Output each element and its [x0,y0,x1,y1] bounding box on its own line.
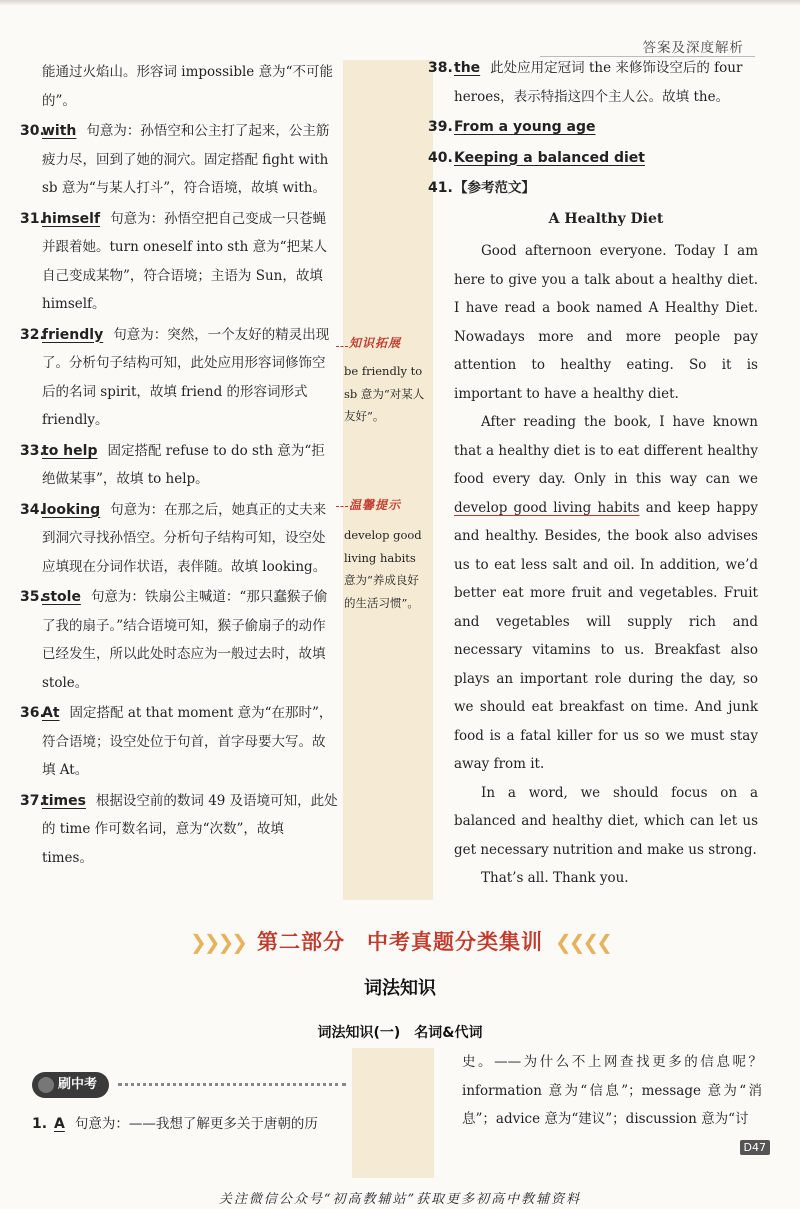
answer-item-34: 34. looking 句意为：在那之后，她真正的丈夫来到洞穴寻找孙悟空。分析句子结构可知，设空处应填现在分词作状语，表伴随。故填 looking。 [20,501,327,575]
right-column [428,54,758,893]
answer-item-1: 1. A 句意为：——我想了解更多关于唐朝的历 [32,1116,318,1132]
essay-paragraph-1: Good afternoon everyone. Today I am here to give you a talk about a healthy diet. I have read a book named A Healthy Diet. Nowadays more and more people pay attention to healthy eating. So it is important to have a healthy diet. [454,243,758,402]
chevron-right-icon: ❯❯❯❯ [189,930,245,954]
essay-paragraph-2: After reading the book, I have known that a healthy diet is to eat different healthy food every day. Only in this way can we develop good living habits and keep happy and healthy. Besides, the book also advises us to eat less salt and oil. In addition, we’d better eat more fruit and vegetables. Fruit and vegetables will supply rich and necessary vitamins to us. Breakfast also plays an important role during the day, so we should eat breakfast on time. And junk food is a fatal killer for us so we must stay away from it. [454,414,758,772]
part-title: 第二部分 中考真题分类集训 [257,930,543,954]
answer-word: friendly [42,326,104,343]
note-pointer [336,346,348,347]
page-top-shadow [0,0,800,6]
answer-item-39: 39. From a young age [428,119,596,135]
answer-item-40: 40. Keeping a balanced diet [428,149,645,166]
practice-badge: 刷中考 [32,1072,109,1098]
essay-paragraph-4: That’s all. Thank you. [481,870,629,886]
answer-word: looking [42,501,101,518]
pencil-icon [38,1077,54,1093]
left-column [20,58,338,874]
margin-notes-bar-bottom [352,1048,434,1178]
note-pointer [336,506,348,507]
section-title: 词法知识 [364,978,436,999]
essay-title: A Healthy Diet [548,210,664,227]
model-essay [428,205,758,893]
side-note-knowledge: be friendly to sb 意为“对某人友好”。 [344,364,425,423]
answer-word: Keeping a balanced diet [454,149,645,166]
margin-notes-bar [343,60,433,900]
answer-item-35: 35. stole 句意为：铁扇公主喊道：“那只蠢猴子偷了我的扇子。”结合语境可知，猴子偷扇子的动作已经发生，所以此处时态应为一般过去时，故填 stole。 [20,589,328,691]
answer-item-1-continued: 史。——为什么不上网查找更多的信息呢？information 意为“信息”；message 意为“消息”；advice 意为“建议”；discussion 意为“讨 [462,1054,762,1127]
highlighted-phrase: develop good living habits [454,499,640,516]
answer-item-31: 31. himself 句意为：孙悟空把自己变成一只苍蝇并跟着她。turn oneself into sth 意为“把某人自己变成某物”，符合语境；主语为 Sun，故填 himself。 [20,210,327,312]
answer-item-30: 30. with 句意为：孙悟空和公主打了起来，公主筋疲力尽，回到了她的洞穴。固定搭配 fight with sb 意为“与某人打斗”，符合语境，故填 with。 [20,123,330,196]
answer-item-37: 37. times 根据设空前的数词 49 及语境可知，此处的 time 作可数名词，意为“次数”，故填 times。 [20,792,338,866]
chevron-left-icon: ❮❮❮❮ [555,930,611,954]
answer-word: to help [42,442,98,459]
subsection-title: 词法知识(一) 名词&代词 [317,1025,483,1041]
dotted-divider [118,1083,346,1086]
answer-item-29-continued: 能通过火焰山。形容词 impossible 意为“不可能的”。 [42,64,333,109]
answer-word: himself [42,210,101,227]
answer-word: From a young age [454,119,596,135]
answer-item-38: 38. the 此处应用定冠词 the 来修饰设空后的 four heroes，表示特指这四个主人公。故填 the。 [428,60,743,105]
side-note-title-tip: 温馨提示 [349,498,402,512]
side-note-title-knowledge: 知识拓展 [349,336,402,350]
answer-word: times [42,792,86,809]
answer-item-33: 33. to help 固定搭配 refuse to do sth 意为“拒绝做某事”，故填 to help。 [20,442,325,487]
side-note-tip: develop good living habits 意为“养成良好的生活习惯”。 [344,528,422,610]
answer-item-41: 41. 【参考范文】 [428,180,535,196]
answer-word: At [42,705,60,721]
answer-word: with [42,123,77,139]
header-label: 答案及深度解析 [642,40,744,56]
answer-item-36: 36. At 固定搭配 at that moment 意为“在那时”，符合语境；设空处位于句首，首字母要大写。故填 At。 [20,705,333,778]
answer-word: A [54,1116,65,1132]
answer-word: the [454,60,481,76]
answer-word: stole [42,589,81,605]
page-number: D47 [740,1140,770,1155]
part-banner [0,926,800,956]
footer-watermark: 关注微信公众号“初高教辅站”获取更多初高中教辅资料 [218,1192,582,1207]
essay-paragraph-3: In a word, we should focus on a balanced and healthy diet, which can let us get necessary nutrition and make us strong. [454,784,758,858]
answer-item-32: 32. friendly 句意为：突然，一个友好的精灵出现了。分析句子结构可知，此处应用形容词修饰空后的名词 spirit，故填 friend 的形容词形式 friendly。 [20,326,330,428]
